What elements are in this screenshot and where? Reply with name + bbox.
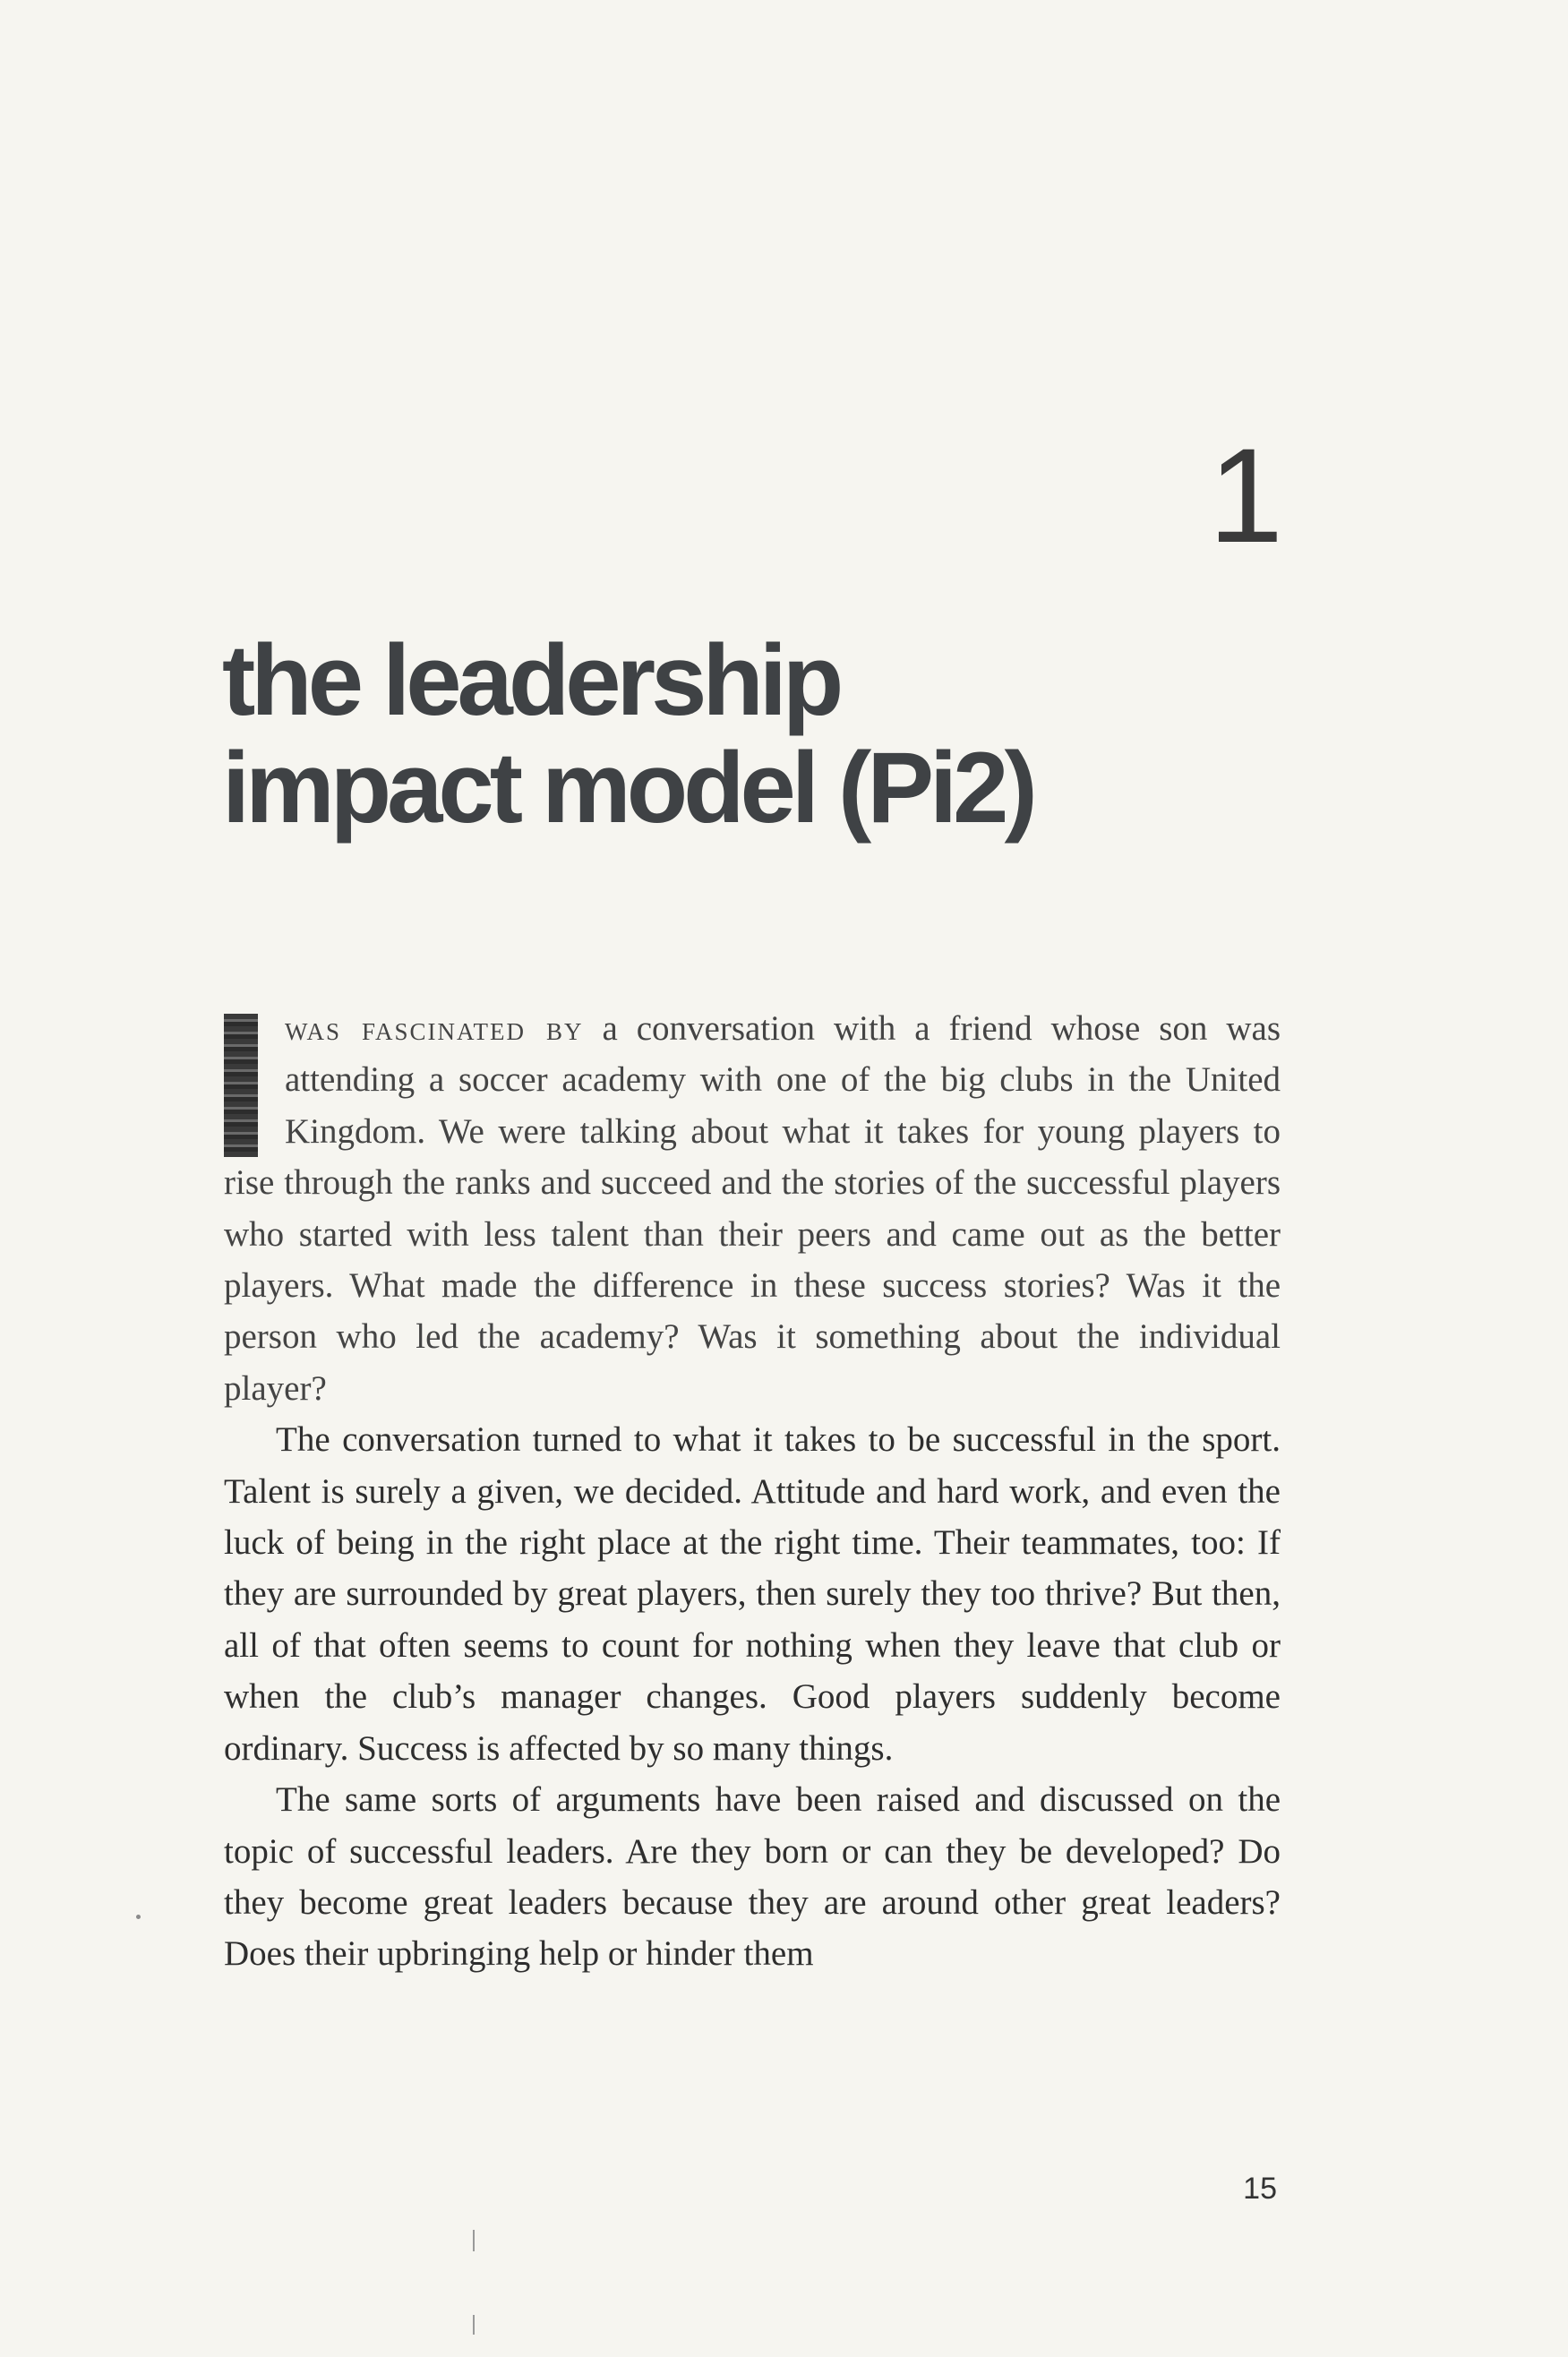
scan-mark	[473, 2315, 475, 2335]
chapter-body	[224, 1003, 1281, 1980]
page-number: 15	[1243, 2172, 1277, 2206]
chapter-title-line-2: impact model (Pi2)	[222, 732, 1033, 844]
paragraph-1	[224, 1003, 1281, 1414]
drop-cap	[224, 1014, 258, 1157]
chapter-number: 1	[1208, 420, 1283, 570]
paragraph-2: The conversation turned to what it takes to be successful in the sport. Talent is surely a given, we decided. Attitude and hard work, and even the luck of being in the right place at the right time. Their teammates, too: If they are surrounded by great players, then surely they too thrive? But then, all of that often seems to count for nothing when they leave that club or when the club’s manager changes. Good players suddenly become ordinary. Success is affected by so many things.	[224, 1420, 1281, 1768]
paragraph-3: The same sorts of arguments have been raised and discussed on the topic of successful leaders. Are they born or can they be developed? Do they become great leaders because they are around other great leaders? Does their upbringing help or hinder them	[224, 1780, 1281, 1974]
chapter-title	[222, 624, 1297, 844]
scan-speck	[136, 1915, 141, 1919]
paragraph-1-text: a conversation with a friend whose son was attending a soccer academy with one of the big clubs in the United Kingdom. We were talking about what it takes for young players to rise through the ranks and succeed and the stories of the successful players who started with less talent than their peers and came out as the better players. What made the difference in these success stories? Was it the person who led the academy? Was it something about the individual player?	[224, 1009, 1281, 1408]
opening-small-caps: was fascinated by	[285, 1009, 584, 1048]
scan-mark	[473, 2230, 475, 2251]
chapter-title-line-1: the leadership	[222, 624, 840, 736]
